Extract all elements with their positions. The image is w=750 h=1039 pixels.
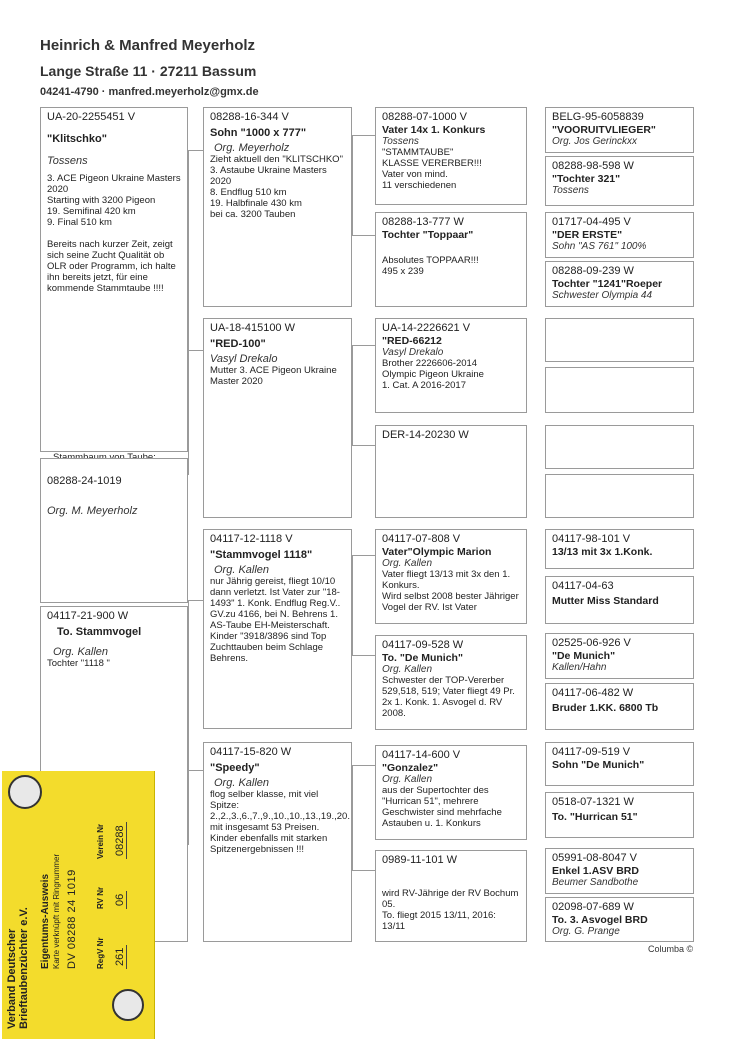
fff-ring: 08288-07-1000 V (382, 111, 468, 123)
mmf-desc: aus der Supertochter des "Hurrican 51", mehrere Geschwister sind mehrfache Astauben u. 1. Konkurs (382, 785, 502, 829)
connector (352, 765, 353, 870)
mm-card (203, 742, 352, 942)
g4-name: Enkel 1.ASV BRD (552, 865, 639, 877)
ownership-card (2, 771, 155, 1039)
g4-ring: 08288-09-239 W (552, 265, 634, 277)
ff-org: Org. Meyerholz (214, 142, 290, 154)
card-subtitle: Karte verknüpft mit Ringnummer (52, 853, 61, 969)
father-ring: UA-20-2255451 V (47, 111, 136, 123)
g4-org: Org. Jos Gerinckxx (552, 136, 638, 147)
g4-card (545, 683, 694, 730)
fmf-desc: Brother 2226606-2014 Olympic Pigeon Ukraine 1. Cat. A 2016-2017 (382, 358, 484, 391)
connector (352, 870, 375, 871)
ownership-card-content (2, 771, 154, 1039)
subject-card (40, 458, 188, 603)
g4-name: Mutter Miss Standard (552, 595, 659, 607)
g4-name: "Tochter 321" (552, 173, 621, 185)
g4-org: Schwester Olympia 44 (552, 290, 653, 301)
g4-card (545, 897, 694, 942)
fmm-ring: DER-14-20230 W (382, 429, 469, 441)
g4-card (545, 156, 694, 206)
mmf-name: "Gonzalez" (382, 762, 439, 774)
mmm-ring: 0989-11-101 W (382, 854, 458, 866)
mff-desc: Vater fliegt 13/13 mit 3x den 1. Konkurs. Wird selbst 2008 bester Jähriger Vogel der RV. Ist Vater (382, 569, 519, 613)
connector (188, 150, 203, 151)
connector (352, 555, 375, 556)
ff-name: Sohn "1000 x 777" (210, 127, 307, 139)
g4-card (545, 212, 694, 258)
card-line1: Verband Deutscher (6, 928, 18, 1029)
g4-ring: BELG-95-6058839 (552, 111, 644, 123)
fm-name: "RED-100" (210, 338, 266, 350)
father-org: Tossens (47, 155, 88, 167)
g4-name: "VOORUITVLIEGER" (552, 124, 656, 136)
card-line2: Brieftaubenzüchter e.V. (18, 907, 30, 1029)
mother-desc: Tochter "1118 " (47, 658, 110, 669)
g4-name: 13/13 mit 3x 1.Konk. (552, 546, 653, 558)
mf-ring: 04117-12-1118 V (210, 533, 293, 545)
mfm-card (375, 635, 527, 730)
connector (352, 445, 375, 446)
breeder-name: Heinrich & Manfred Meyerholz (40, 37, 256, 54)
fmf-org: Vasyl Drekalo (382, 347, 444, 358)
g4-ring: 0518-07-1321 W (552, 796, 634, 808)
g4-card (545, 107, 694, 153)
father-desc: 3. ACE Pigeon Ukraine Masters 2020 Starting with 3200 Pigeon 19. Semifinal 420 km 9. Final 510 km Bereits nach kurzer Zeit, zeigt sich seine Zucht Qualität ob OLR oder Programm, ich halte ihn bereits jetzt, für eine kommende Stammtaube !!!! (47, 173, 181, 294)
connector (352, 655, 375, 656)
mother-org: Org. Kallen (53, 646, 109, 658)
mm-org: Org. Kallen (214, 777, 270, 789)
g4-card (545, 261, 694, 307)
g4-ring: 01717-04-495 V (552, 216, 631, 228)
fff-card (375, 107, 527, 205)
g4-ring: 08288-98-598 W (552, 160, 634, 172)
breeder-address: Lange Straße 11 · 27211 Bassum (40, 63, 257, 79)
g4-name: "DER ERSTE" (552, 229, 623, 241)
connector (188, 600, 203, 601)
mmf-card (375, 745, 527, 840)
g4-org: Org. G. Prange (552, 926, 620, 937)
fmf-name: "RED-66212 (382, 335, 442, 347)
g4-ring: 02098-07-689 W (552, 901, 634, 913)
fm-card (203, 318, 352, 518)
connector (352, 345, 375, 346)
association-logo-icon (8, 775, 42, 809)
mmm-card (375, 850, 527, 942)
g4-empty-card (545, 367, 694, 413)
g4-ring: 04117-09-519 V (552, 746, 631, 758)
g4-ring: 04117-04-63 (552, 580, 614, 592)
breeder-contact: 04241-4790 · manfred.meyerholz@gmx.de (40, 86, 259, 98)
g4-card (545, 792, 694, 838)
mm-ring: 04117-15-820 W (210, 746, 292, 758)
g4-empty-card (545, 318, 694, 362)
ffm-name: Tochter "Toppaar" (382, 229, 474, 241)
card-verein-label: Verein Nr (96, 823, 105, 859)
footer-credit: Columba © (648, 944, 694, 954)
g4-card (545, 848, 694, 894)
g4-ring: 04117-98-101 V (552, 533, 631, 545)
mf-desc: nur Jährig gereist, fliegt 10/10 dann verletzt. Ist Vater zur "18-1493" 1. Konk. Endflug Reg.V.. GV.zu 4166, bei N. Behrens 1. AS-Taube EH-Meisterschaft. Kinder "3918/3896 sind Top Zuchttauben beim Schlage Behrens. (210, 576, 341, 664)
mff-name: Vater"Olympic Marion (382, 546, 492, 558)
g4-empty-card (545, 474, 694, 518)
g4-org: Sohn "AS 761" 100% (552, 241, 647, 252)
card-title: Eigentums-Ausweis (40, 873, 51, 969)
card-rv-value: 06 (114, 891, 127, 909)
mother-name: To. Stammvogel (57, 626, 142, 638)
fff-desc: "STAMMTAUBE" KLASSE VERERBER!!! Vater von mind. 11 verschiedenen (382, 147, 482, 191)
ffm-card (375, 212, 527, 307)
g4-card (545, 576, 694, 624)
g4-name: To. "Hurrican 51" (552, 811, 638, 823)
g4-org: Tossens (552, 185, 589, 196)
subject-ring: 08288-24-1019 (47, 475, 122, 487)
connector (352, 555, 353, 655)
ffm-desc: Absolutes TOPPAAR!!! 495 x 239 (382, 255, 479, 277)
card-dv-number: DV 08288 24 1019 (66, 869, 78, 969)
mm-desc: flog selber klasse, mit viel Spitze: 2.,2.,3.,6.,7.,9.,10.,10.,13.,19.,20. mit insgesamt 53 Preisen. Kinder ebenfalls mit starken Spitzenergebnissen !!! (210, 789, 350, 855)
connector (352, 135, 375, 136)
g4-card (545, 742, 694, 786)
mfm-org: Org. Kallen (382, 664, 433, 675)
mmf-ring: 04117-14-600 V (382, 749, 461, 761)
father-name: "Klitschko" (47, 133, 107, 145)
g4-name: Tochter "1241"Roeper (552, 278, 663, 290)
mmf-org: Org. Kallen (382, 774, 433, 785)
connector (188, 770, 203, 771)
connector (352, 765, 375, 766)
g4-name: To. 3. Asvogel BRD (552, 914, 648, 926)
connector (352, 345, 353, 445)
fmf-card (375, 318, 527, 413)
fmm-card (375, 425, 527, 518)
fff-name: Vater 14x 1. Konkurs (382, 124, 486, 136)
fm-desc: Mutter 3. ACE Pigeon Ukraine Master 2020 (210, 365, 337, 387)
fmf-ring: UA-14-2226621 V (382, 322, 471, 334)
mother-ring: 04117-21-900 W (47, 610, 129, 622)
fff-org: Tossens (382, 136, 419, 147)
g4-name: Sohn "De Munich" (552, 759, 645, 771)
mf-org: Org. Kallen (214, 564, 270, 576)
mf-name: "Stammvogel 1118" (210, 549, 313, 561)
ffm-ring: 08288-13-777 W (382, 216, 464, 228)
g4-card (545, 529, 694, 569)
card-regv-value: 261 (114, 945, 127, 969)
g4-card (545, 633, 694, 679)
g4-org: Beumer Sandbothe (552, 877, 639, 888)
mf-card (203, 529, 352, 729)
subject-org: Org. M. Meyerholz (47, 505, 138, 517)
mff-card (375, 529, 527, 624)
g4-empty-card (545, 425, 694, 469)
fm-org: Vasyl Drekalo (210, 353, 278, 365)
connector (352, 235, 375, 236)
g4-ring: 04117-06-482 W (552, 687, 634, 699)
g4-ring: 02525-06-926 V (552, 637, 631, 649)
mfm-desc: Schwester der TOP-Vererber 529,518, 519; Vater fliegt 49 Pr. 2x 1. Konk. 1. Asvogel d. RV 2008. (382, 675, 515, 719)
father-card (40, 107, 188, 452)
mfm-ring: 04117-09-528 W (382, 639, 464, 651)
mm-name: "Speedy" (210, 762, 260, 774)
ff-card (203, 107, 352, 307)
connector (188, 150, 189, 475)
pigeon-logo-icon (112, 989, 144, 1021)
mfm-name: To. "De Munich" (382, 652, 463, 664)
connector (188, 600, 189, 845)
fm-ring: UA-18-415100 W (210, 322, 295, 334)
card-rv-label: RV Nr (96, 886, 105, 909)
card-verein-value: 08288 (114, 822, 127, 859)
connector (352, 135, 353, 235)
card-regv-label: RegV Nr (96, 937, 105, 969)
g4-ring: 05991-08-8047 V (552, 852, 638, 864)
mmm-desc: wird RV-Jährige der RV Bochum 05. To. fliegt 2015 13/11, 2016: 13/11 (382, 888, 519, 932)
g4-name: Bruder 1.KK. 6800 Tb (552, 702, 659, 714)
ff-desc: Zieht aktuell den "KLITSCHKO" 3. Astaube Ukraine Masters 2020 8. Endflug 510 km 19. Halbfinale 430 km bei ca. 3200 Tauben (210, 154, 343, 220)
ff-ring: 08288-16-344 V (210, 111, 289, 123)
mff-ring: 04117-07-808 V (382, 533, 461, 545)
connector (188, 350, 203, 351)
g4-name: "De Munich" (552, 650, 616, 662)
mff-org: Org. Kallen (382, 558, 433, 569)
g4-org: Kallen/Hahn (552, 662, 607, 673)
